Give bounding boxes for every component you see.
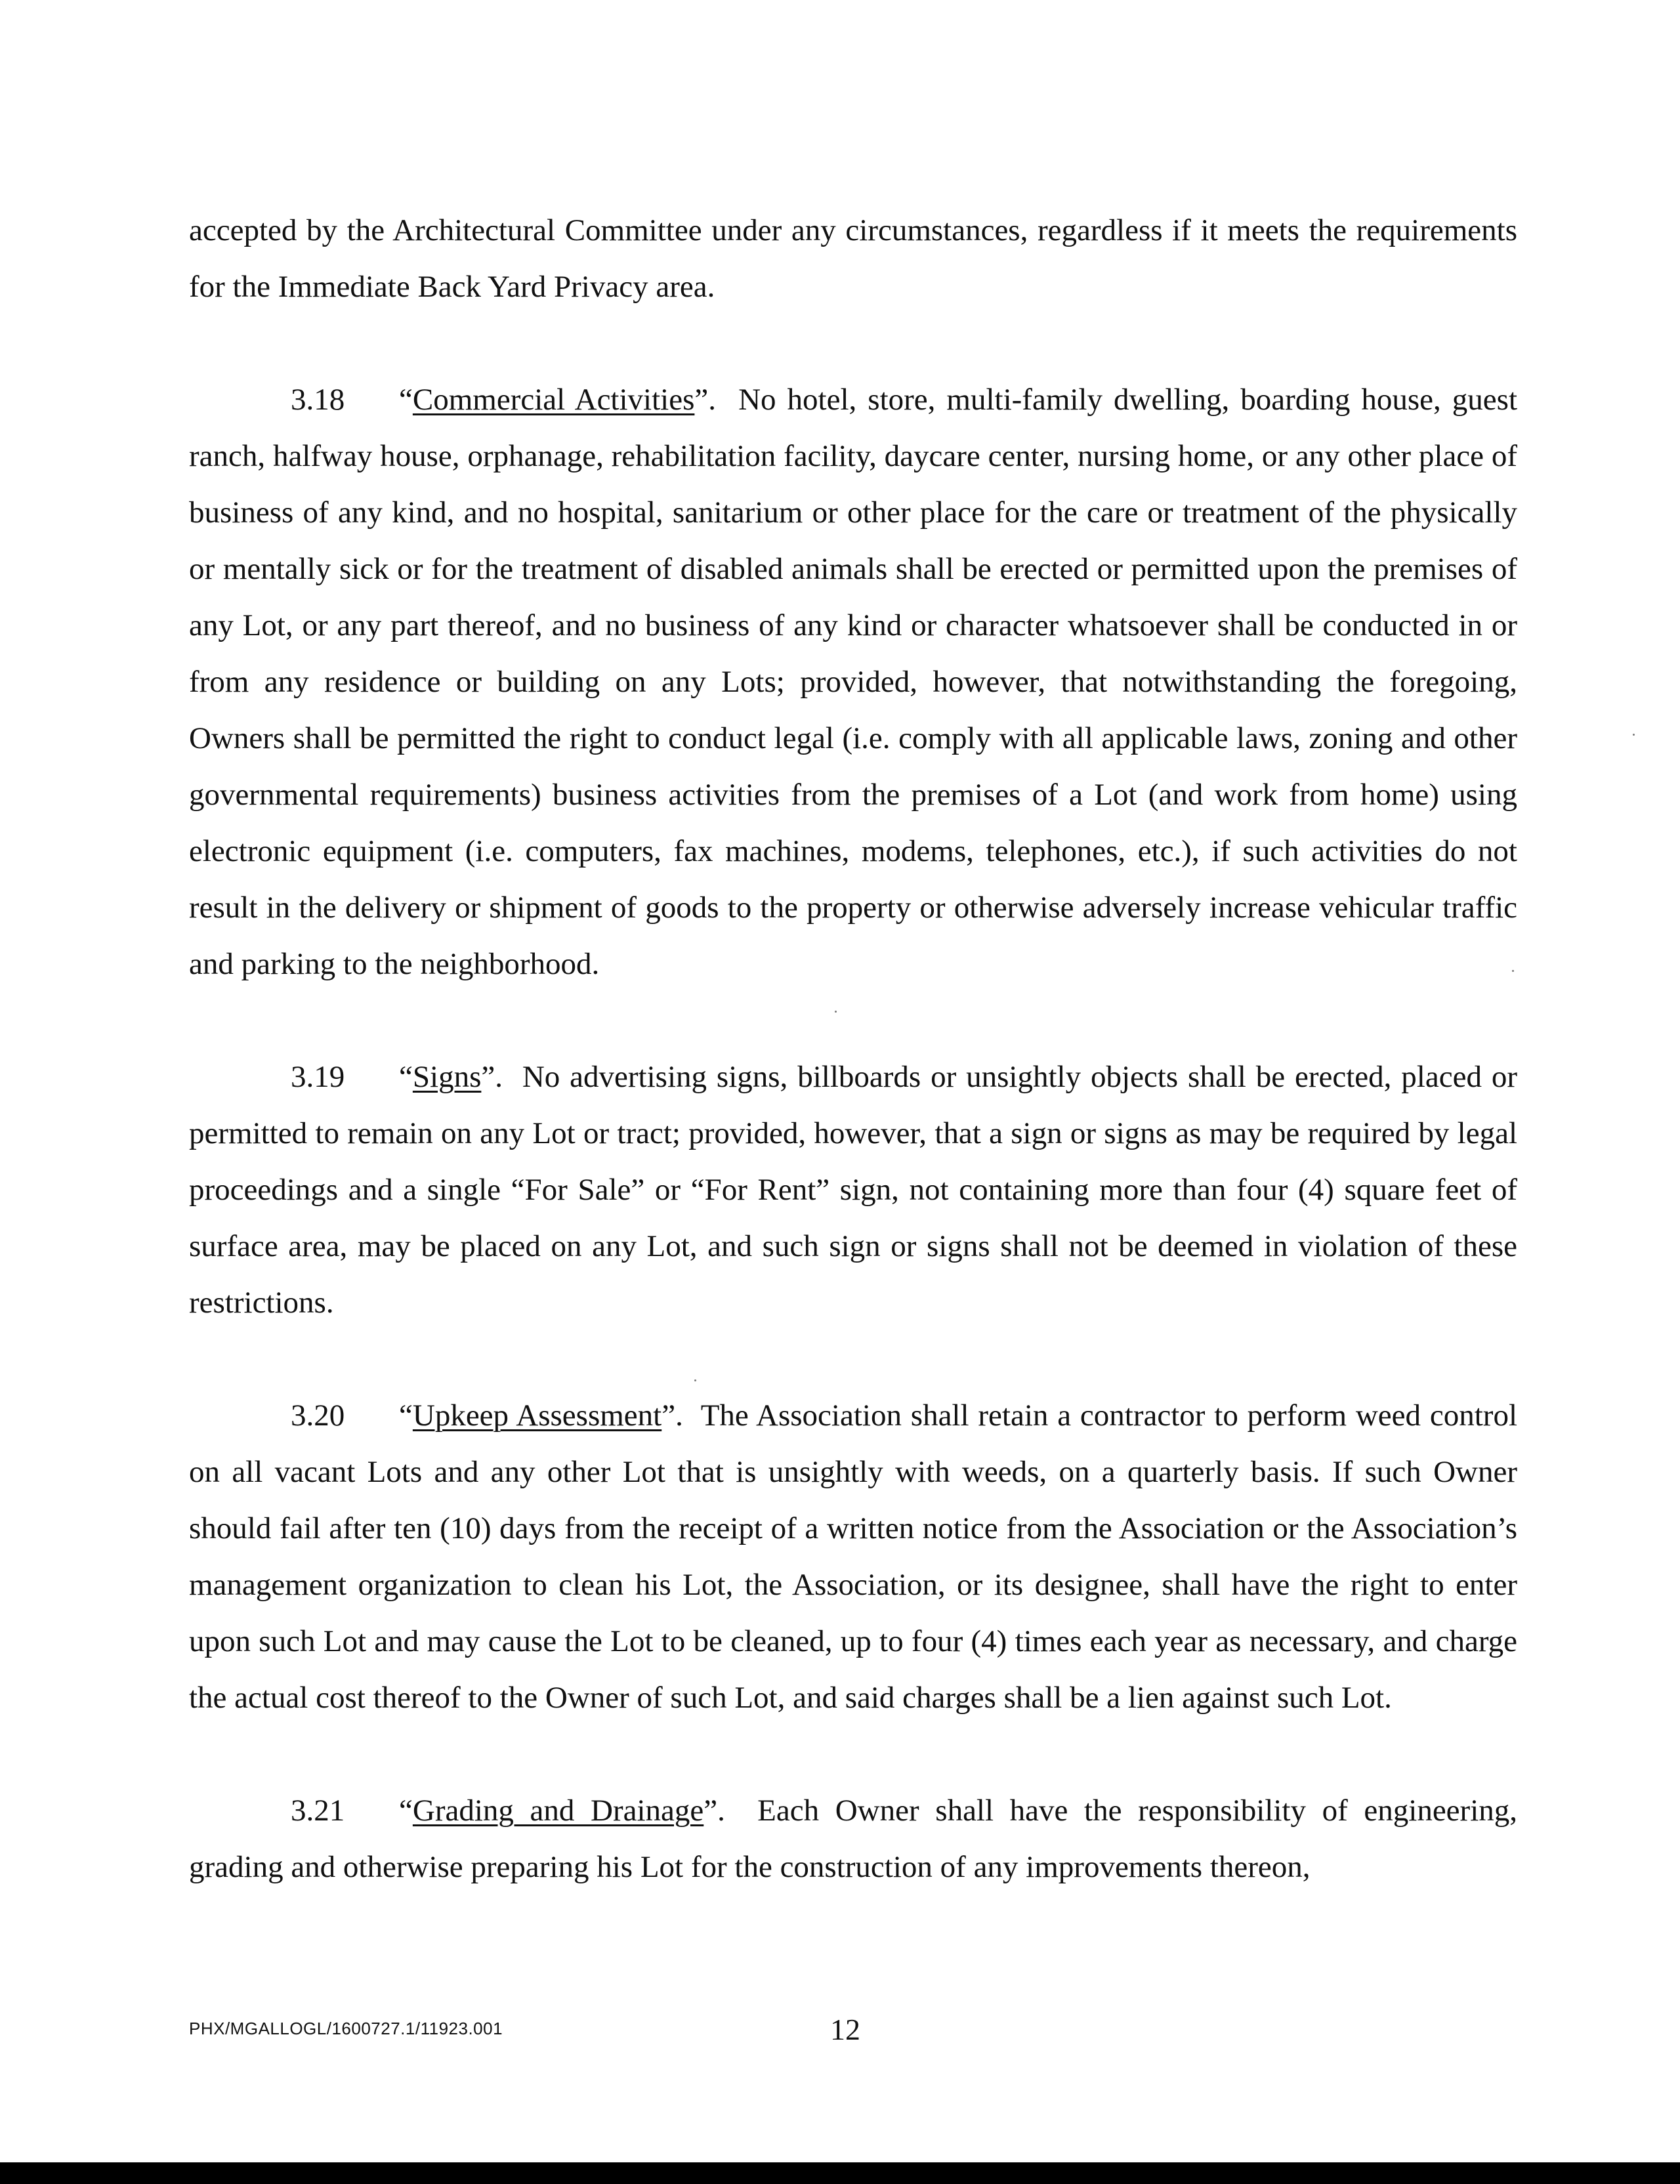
section-3-19 [189,1049,1517,1331]
scan-speck [835,1011,837,1013]
section-number: 3.19 [291,1060,345,1094]
section-title: Commercial Activities [412,383,695,417]
scan-speck [1512,970,1514,972]
close-quote: ”. [694,383,716,417]
close-quote: ”. [662,1398,683,1433]
close-quote: ”. [704,1794,725,1828]
open-quote: “ [399,1794,413,1828]
open-quote: “ [399,1060,413,1094]
document-body [189,202,1517,1895]
section-body: No hotel, store, multi-family dwelling, boarding house, guest ranch, halfway house, orphanage, rehabilitation facility, daycare center, nursing home, or any other place of business of any kind, and no hospital, sanitarium or other place for the care or treatment of the physically or mentally sick or for the treatment of disabled animals shall be erected or permitted upon the premises of any Lot, or any part thereof, and no business of any kind or character whatsoever shall be conducted in or from any residence or building on any Lots; provided, however, that notwithstanding the foregoing, Owners shall be permitted the right to conduct legal (i.e. comply with all applicable laws, zoning and other governmental requirements) business activities from the premises of a Lot (and work from home) using electronic equipment (i.e. computers, fax machines, modems, telephones, etc.), if such activities do not result in the delivery or shipment of goods to the property or otherwise adversely increase vehicular traffic and parking to the neighborhood. [189,383,1518,981]
section-3-21 [189,1782,1517,1895]
section-number: 3.21 [291,1794,345,1828]
close-quote: ”. [481,1060,503,1094]
scan-border-bar [0,2162,1680,2184]
section-3-18 [189,371,1517,992]
section-number: 3.20 [291,1398,345,1433]
open-quote: “ [399,1398,413,1433]
section-body: The Association shall retain a contractor to perform weed control on all vacant Lots and any other Lot that is unsightly with weeds, on a quarterly basis. If such Owner should fail after ten (10) days from the receipt of a written notice from the Association or the Association’s management organization to clean his Lot, the Association, or its designee, shall have the right to enter upon such Lot and may cause the Lot to be cleaned, up to four (4) times each year as necessary, and charge the actual cost thereof to the Owner of such Lot, and said charges shall be a lien against such Lot. [189,1398,1517,1715]
scan-speck [694,1379,696,1381]
page-number: 12 [830,2013,860,2046]
section-3-20 [189,1387,1517,1726]
section-title: Upkeep Assessment [412,1398,662,1433]
section-title: Signs [412,1060,482,1094]
scan-speck [1633,734,1635,736]
section-number: 3.18 [291,383,345,417]
document-reference-code: PHX/MGALLOGL/1600727.1/11923.001 [189,2019,503,2038]
section-body: Each Owner shall have the responsibility of engineering, grading and otherwise preparing his Lot for the construction of any improvements thereon, [189,1794,1518,1884]
continuation-paragraph [189,202,1517,315]
continuation-text: accepted by the Architectural Committee under any circumstances, regardless if it meets the requirements for the Immediate Back Yard Privacy area. [189,213,1517,304]
section-title: Grading and Drainage [412,1794,704,1828]
section-body: No advertising signs, billboards or unsightly objects shall be erected, placed or permitted to remain on any Lot or tract; provided, however, that a sign or signs as may be required by legal proceedings and a single “For Sale” or “For Rent” sign, not containing more than four (4) square feet of surface area, may be placed on any Lot, and such sign or signs shall not be deemed in violation of these restrictions. [189,1060,1517,1320]
open-quote: “ [399,383,413,417]
